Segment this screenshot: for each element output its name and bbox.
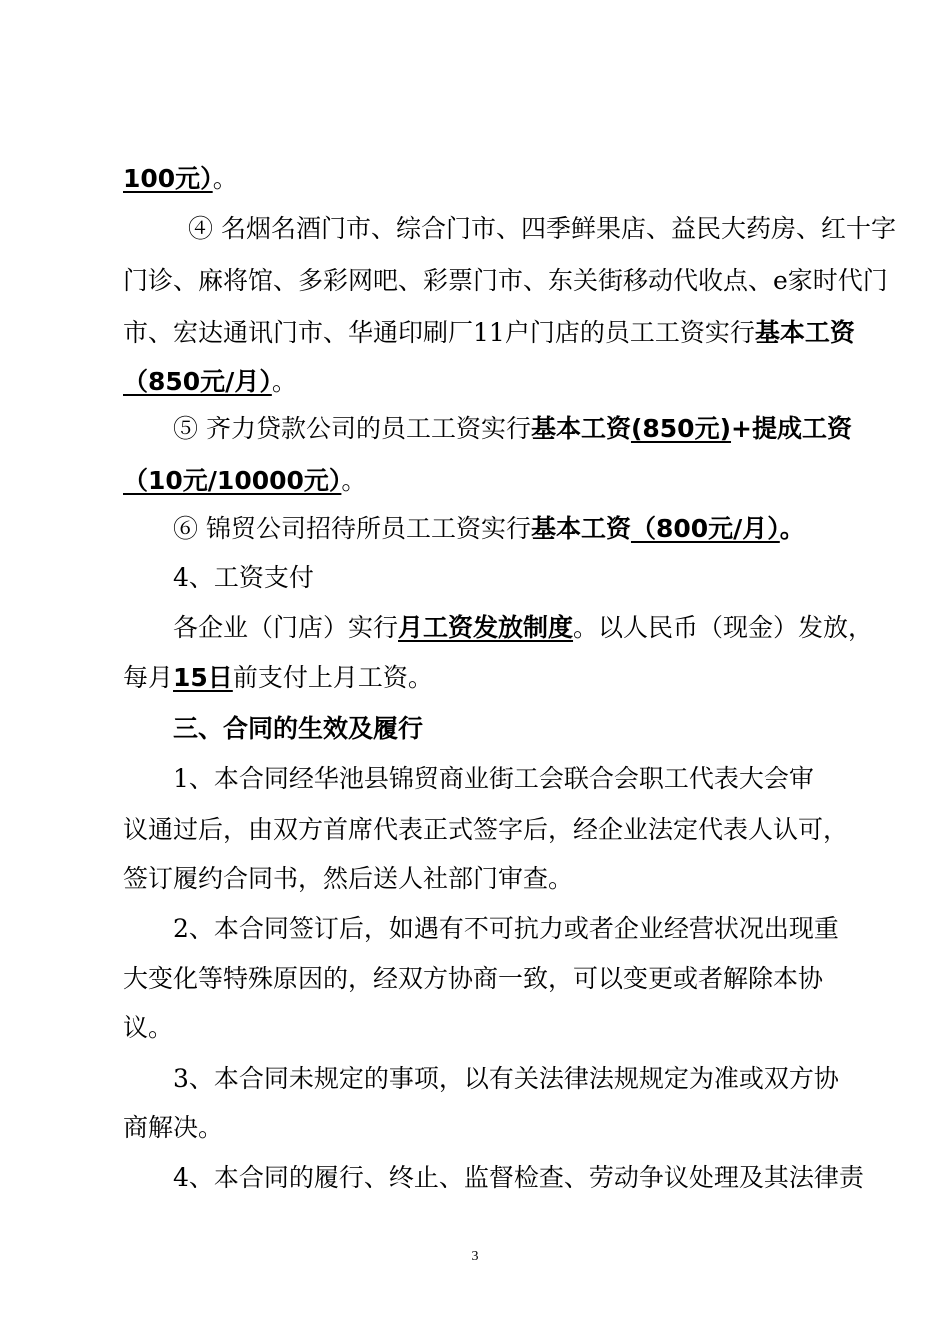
paragraph-text: 前支付上月工资。 xyxy=(232,663,433,692)
amount-text: （850元/月） xyxy=(123,367,272,396)
bold-text: 月工资发放制度 xyxy=(398,613,574,642)
text-line xyxy=(123,464,366,498)
bold-text: +提成工资 xyxy=(731,414,852,443)
text-line xyxy=(173,1062,839,1096)
punctuation: 。 xyxy=(212,164,238,193)
amount-text: 100元） xyxy=(123,164,213,193)
text-line xyxy=(123,661,433,695)
text-line xyxy=(123,1111,223,1145)
bold-text: 基本工资 xyxy=(530,414,631,443)
paragraph-text: 2、本合同签订后，如遇有不可抗力或者企业经营状况出现重 xyxy=(173,914,839,943)
paragraph-text: 议。 xyxy=(123,1013,174,1042)
paragraph-text: 签订履约合同书，然后送人社部门审查。 xyxy=(123,864,574,893)
text-line xyxy=(173,611,873,645)
text-line xyxy=(173,412,852,446)
text-line xyxy=(173,561,314,595)
section-heading-text: 三、合同的生效及履行 xyxy=(173,714,424,743)
bold-text: 基本工资 xyxy=(530,514,631,543)
paragraph-text: 4、本合同的履行、终止、监督检查、劳动争议处理及其法律责 xyxy=(173,1163,864,1192)
paragraph-text: 门诊、麻将馆、多彩网吧、彩票门市、东关街移动代收点、e家时代门 xyxy=(123,266,888,295)
text-line xyxy=(123,162,238,196)
text-line xyxy=(173,912,839,946)
text-line xyxy=(123,1011,173,1045)
text-line xyxy=(188,212,896,246)
paragraph-text: ④ 名烟名酒门市、综合门市、四季鲜果店、益民大药房、红十字 xyxy=(188,214,896,243)
paragraph-text: 每月 xyxy=(123,663,174,692)
paragraph-text: 大变化等特殊原因的，经双方协商一致，可以变更或者解除本协 xyxy=(123,964,824,993)
punctuation: 。 xyxy=(779,514,805,543)
text-line xyxy=(173,762,814,796)
punctuation: 。 xyxy=(341,466,367,495)
page-number: 3 xyxy=(471,1249,479,1264)
section-subheading: 4、工资支付 xyxy=(173,563,314,592)
amount-text: (850元) xyxy=(630,414,732,443)
paragraph-text: 议通过后，由双方首席代表正式签字后，经企业法定代表人认可， xyxy=(123,815,849,844)
text-line xyxy=(123,365,297,399)
paragraph-text: ⑥ 锦贸公司招待所员工工资实行 xyxy=(173,514,531,543)
bold-text: 基本工资 xyxy=(754,318,855,347)
paragraph-text: 市、宏达通讯门市、华通印刷厂11户门店的员工工资实行 xyxy=(123,318,755,347)
text-line xyxy=(123,264,888,298)
paragraph-text: 商解决。 xyxy=(123,1113,224,1142)
text-line xyxy=(123,316,855,350)
paragraph-text: 1、本合同经华池县锦贸商业街工会联合会职工代表大会审 xyxy=(173,764,814,793)
paragraph-text: 3、本合同未规定的事项，以有关法律法规规定为准或双方协 xyxy=(173,1064,839,1093)
text-line xyxy=(173,512,805,546)
text-line xyxy=(123,862,573,896)
text-line xyxy=(123,962,823,996)
paragraph-text: 。以人民币（现金）发放， xyxy=(573,613,874,642)
section-heading xyxy=(173,712,423,746)
text-line xyxy=(173,1161,864,1195)
paragraph-text: 各企业（门店）实行 xyxy=(173,613,399,642)
text-line xyxy=(123,813,848,847)
punctuation: 。 xyxy=(271,367,297,396)
amount-text: （800元/月） xyxy=(630,514,780,543)
bold-text: 15日 xyxy=(173,663,233,692)
amount-text: （10元/10000元） xyxy=(123,466,342,495)
paragraph-text: ⑤ 齐力贷款公司的员工工资实行 xyxy=(173,414,531,443)
